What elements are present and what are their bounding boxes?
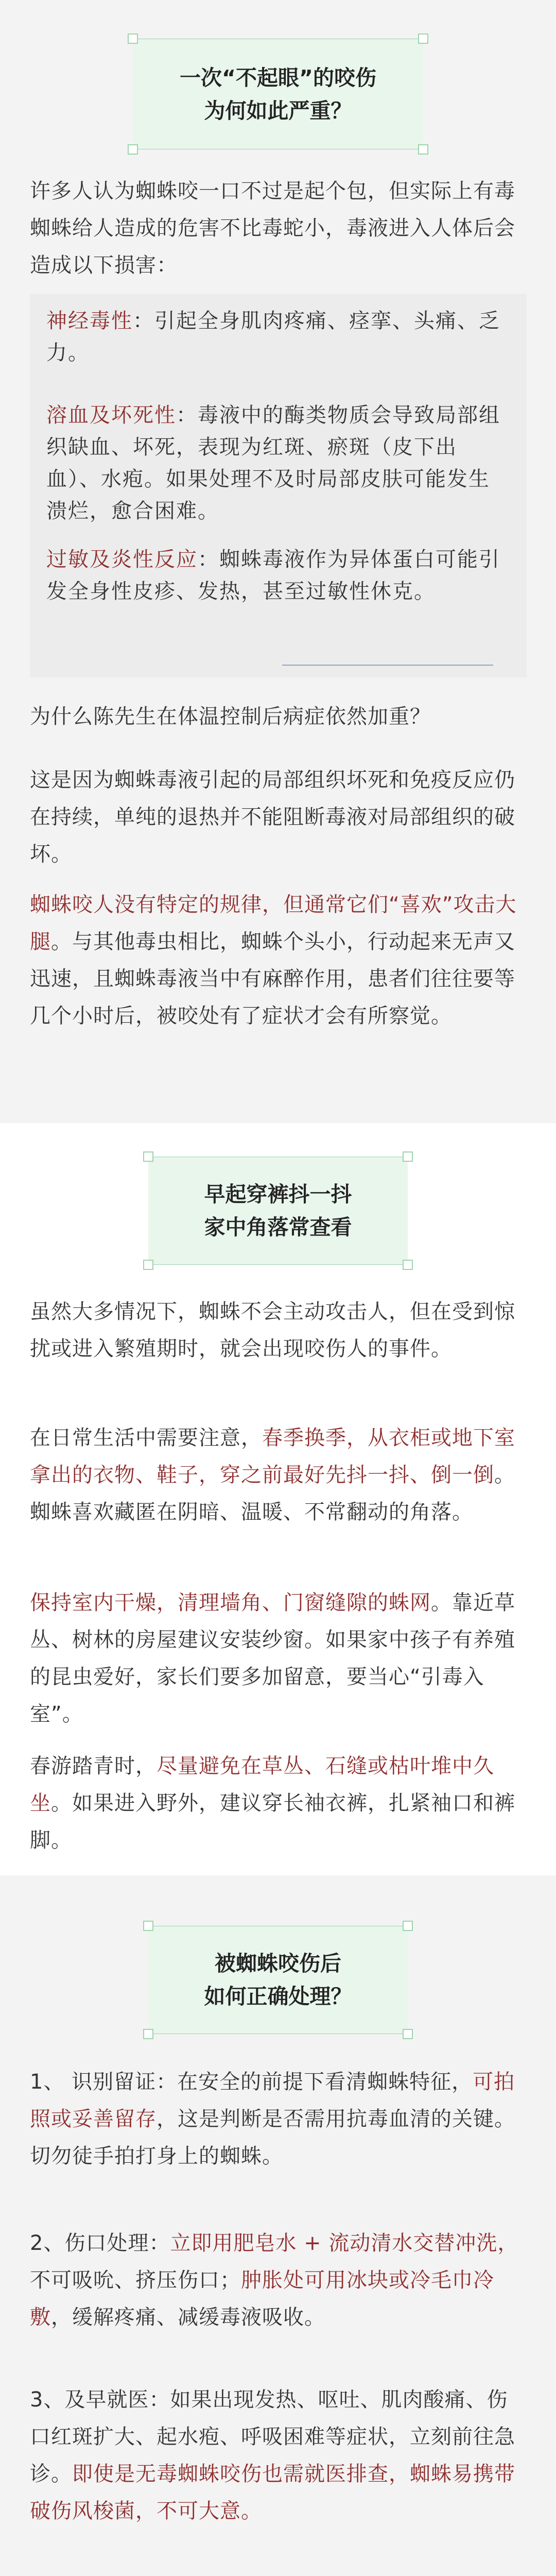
card-corner: [143, 2029, 153, 2039]
damage-list-box: [30, 294, 527, 677]
damage-text-necrosis: ：毒液中的酶类物质会导致局部组织缺血、坏死，表现为红斑、瘀斑（皮下出血）、水疱。如果处理不及时局部皮肤可能发生溃烂，愈合困难。: [46, 403, 500, 523]
section2-p3: [30, 1584, 527, 1733]
section1-intro: 许多人认为蜘蛛咬一口不过是起个包，但实际上有毒蜘蛛给人造成的危害不比毒蛇小，毒液进入人体后会造成以下损害：: [30, 179, 515, 277]
card-corner: [143, 1151, 153, 1162]
section2-p1: 虽然大多情况下，蜘蛛不会主动攻击人，但在受到惊扰或进入繁殖期时，就会出现咬伤人的事件。: [30, 1300, 515, 1361]
card-edge: [153, 2033, 403, 2034]
damage-box-underline: [282, 665, 493, 666]
section2-p2-a: 在日常生活中需要注意，: [30, 1426, 262, 1450]
card-corner: [128, 33, 138, 44]
section2-p2: [30, 1419, 527, 1531]
step3-seek-care: [30, 2381, 527, 2530]
card-edge: [153, 1264, 403, 1265]
section2-p3-highlight: 保持室内干燥，清理墙角、门窗缝隙的蛛网: [30, 1591, 431, 1615]
section3-title-card: [148, 1926, 408, 2034]
section2-p2-b: 。蜘蛛喜欢藏匿在阴暗、温暖、不常翻动的角落。: [30, 1463, 515, 1524]
section2-p4-a: 春游踏青时，: [30, 1754, 157, 1778]
section1-title-line1: 一次“不起眼”的咬伤: [180, 65, 376, 90]
card-corner: [418, 144, 428, 155]
card-corner: [143, 1260, 153, 1270]
card-corner: [403, 1260, 413, 1270]
section3-title-line1: 被蜘蛛咬伤后: [215, 1951, 341, 1976]
damage-item-neuro: [46, 305, 510, 369]
section1-title-line2: 为何如此严重？: [204, 98, 352, 123]
card-corner: [403, 2029, 413, 2039]
damage-text-allergy: ：蜘蛛毒液作为异体蛋白可能引发全身性皮疹、发热，甚至过敏性休克。: [46, 548, 500, 603]
section1-answer: 这是因为蜘蛛毒液引起的局部组织坏死和免疫反应仍在持续，单纯的退热并不能阻断毒液对局部组织的破坏。: [30, 768, 515, 866]
damage-label-necrosis: 溶血及坏死性: [46, 403, 176, 427]
section2-p4: [30, 1748, 527, 1859]
card-corner: [418, 33, 428, 44]
habit-rest: 。与其他毒虫相比，蜘蛛个头小，行动起来无声又迅速，且蜘蛛毒液当中有麻醉作用，患者们往往要等几个小时后，被咬处有了症状才会有所察觉。: [30, 930, 515, 1028]
card-corner: [403, 1151, 413, 1162]
step3-a: 3、及早就医：如果出现发热、呕吐、肌肉酸痛、伤口红斑扩大、起水疱、呼吸困难等症状，立刻前往急诊。: [30, 2388, 515, 2486]
card-corner: [403, 1921, 413, 1931]
step1-a: 1、 识别留证：在安全的前提下看清蜘蛛特征，: [30, 2070, 473, 2094]
section2-p4-highlight: 尽量避免在草丛、石缝或枯叶堆中久坐: [30, 1754, 494, 1815]
step2-highlight2: 肿胀处可用冰块或冷毛巾冷敷: [30, 2268, 494, 2329]
section1-title-card: [133, 39, 423, 149]
step2-a: 2、伤口处理：: [30, 2231, 170, 2255]
section2-title-line1: 早起穿裤抖一抖: [204, 1182, 352, 1207]
step2-highlight1: 立即用肥皂水 + 流动清水交替冲洗，: [170, 2231, 519, 2255]
damage-label-allergy: 过敏及炎性反应: [46, 548, 198, 571]
section2-p3-b: 。靠近草丛、树林的房屋建议安装纱窗。如果家中孩子有养殖的昆虫爱好，家长们要多加留意，要当心“引毒入室”。: [30, 1591, 515, 1726]
step2-wound-care: [30, 2225, 527, 2336]
step2-c: ，缓解疼痛、减缓毒液吸收。: [51, 2306, 325, 2329]
step1-b: ，这是判断是否需用抗毒血清的关键。切勿徒手拍打身上的蜘蛛。: [30, 2107, 515, 2168]
section2-title-card: [148, 1157, 408, 1265]
step1-identify: [30, 2063, 527, 2175]
section2-p2-highlight: 春季换季，从衣柜或地下室拿出的衣物、鞋子，穿之前最好先抖一抖、倒一倒: [30, 1426, 515, 1487]
damage-text-neuro: ：引起全身肌肉疼痛、痉挛、头痛、乏力。: [46, 309, 500, 365]
habit-highlight: 蜘蛛咬人没有特定的规律，但通常它们“喜欢”攻击大腿: [30, 893, 517, 954]
section1-question: 为什么陈先生在体温控制后病症依然加重？: [30, 705, 431, 728]
section2-title-line2: 家中角落常查看: [204, 1215, 352, 1240]
section1-habit: [30, 886, 527, 1035]
step3-highlight: 即使是无毒蜘蛛咬伤也需就医排查，蜘蛛易携带破伤风梭菌，不可大意。: [30, 2462, 515, 2523]
damage-item-allergy: [46, 544, 510, 607]
step2-b: 不可吸吮、挤压伤口；: [30, 2268, 241, 2292]
step1-highlight: 可拍照或妥善留存: [30, 2070, 515, 2131]
section2-p4-b: 。如果进入野外，建议穿长袖衣裤，扎紧袖口和裤脚。: [30, 1791, 515, 1852]
card-corner: [128, 144, 138, 155]
card-corner: [143, 1921, 153, 1931]
damage-item-necrosis: [46, 399, 510, 527]
damage-label-neuro: 神经毒性: [46, 309, 133, 333]
section3-title-line2: 如何正确处理？: [204, 1984, 352, 2009]
